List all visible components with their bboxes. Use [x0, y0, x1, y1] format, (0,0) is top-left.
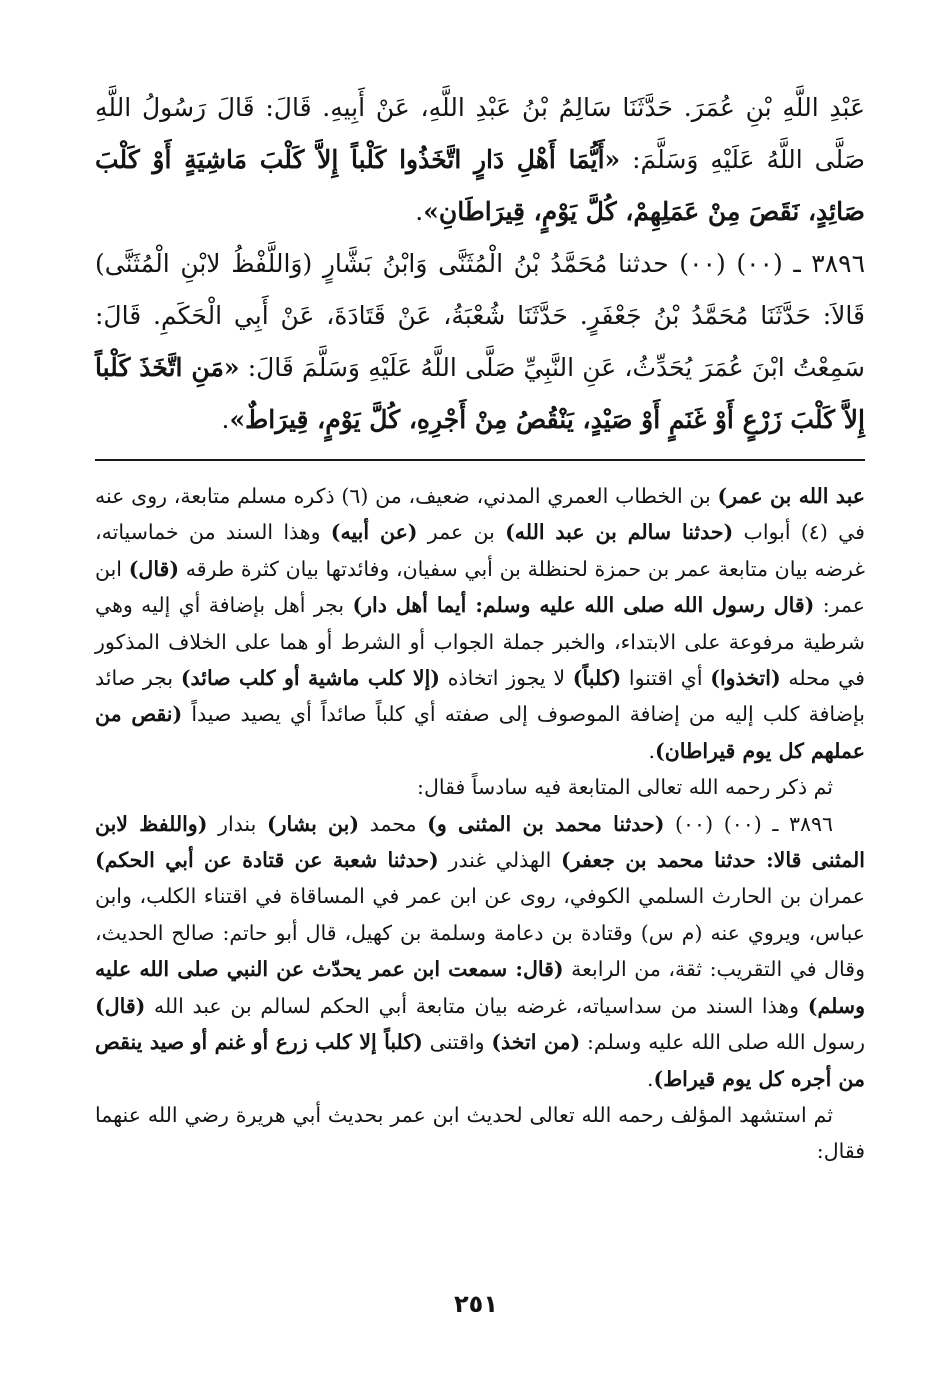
commentary-text: واقتنى	[422, 1030, 492, 1055]
hadith-3895-tail	[95, 82, 865, 238]
page-number: ٢٥١	[454, 1290, 498, 1318]
quoted-phrase: (كلباً إلا كلب زرع أو غنم أو صيد ينقص من أجره كل يوم قيراط)	[95, 1030, 865, 1091]
quoted-phrase: عبد الله بن عمر)	[717, 484, 865, 508]
quoted-phrase: (من اتخذ)	[491, 1030, 581, 1055]
main-hadith-text	[95, 82, 865, 446]
commentary-paragraph-1	[95, 478, 865, 769]
quoted-phrase: (اتخذوا)	[710, 666, 781, 691]
quoted-phrase: (قال)	[95, 993, 146, 1018]
commentary-text: ٣٨٩٦ ـ (٠٠) (٠٠)	[664, 811, 834, 836]
hadith-3896	[95, 238, 865, 446]
commentary-paragraph-3	[95, 806, 865, 1097]
commentary-text: بن عمر	[417, 520, 506, 545]
isnad-text: عَبْدِ اللَّهِ بْنِ عُمَرَ. حَدَّثَنَا سَالِمُ بْنُ عَبْدِ اللَّهِ، عَنْ أَبِيهِ. قَالَ: قَالَ رَسُولُ اللَّهِ صَلَّى اللَّهُ عَلَيْهِ وَسَلَّمَ:	[95, 93, 866, 174]
quoted-phrase: (قال: سمعت ابن عمر يحدّث عن النبي صلى الله عليه وسلم)	[95, 957, 865, 1018]
quoted-phrase: (نقص من عملهم كل يوم قيراطان)	[95, 702, 865, 763]
commentary-text: محمد	[359, 811, 428, 836]
matn-text: «أَيُّمَا أَهْلِ دَارٍ اتَّخَذُوا كَلْباً إِلاَّ كَلْبَ مَاشِيَةٍ أَوْ كَلْبَ صَائِدٍ، نَقَصَ مِنْ عَمَلِهِمْ، كُلَّ يَوْمٍ، قِيرَاطَانِ»	[95, 145, 865, 226]
quoted-phrase: (واللفظ لابن المثنى قالا: حدثنا محمد بن جعفر)	[95, 811, 865, 873]
commentary-text: وهذا السند من خماسياته، غرضه بيان متابعة عمر بن حمزة لحنظلة بن أبي سفيان، وفائدتها بيان كثرة طرقه	[95, 520, 865, 581]
commentary-paragraph-4: ثم استشهد المؤلف رحمه الله تعالى لحديث ابن عمر بحديث أبي هريرة رضي الله عنهما فقال:	[95, 1102, 865, 1164]
quoted-phrase: (كلباً)	[572, 666, 622, 691]
commentary-text: عمران بن الحارث السلمي الكوفي، روى عن ابن عمر في المساقاة في اقتناء الكلب، وابن عباس، ويروي عنه (م س) وقتادة بن دعامة وسلمة بن كهيل، قال أبو حاتم: صالح الحديث، وقال في التقريب: ثقة، من الرابعة	[95, 884, 865, 982]
quoted-phrase: (حدثنا شعبة عن قتادة عن أبي الحكم)	[95, 848, 439, 873]
commentary-text: بجر أهل بإضافة أي إليه وهي شرطية مرفوعة على الابتداء، والخبر جملة الجواب أو الشرط أو هما على الخلاف المذكور في محله	[95, 593, 865, 691]
commentary-text: الهذلي غندر	[438, 848, 562, 873]
commentary-section	[95, 478, 865, 1170]
quoted-phrase: (حدثنا محمد بن المثنى و)	[427, 811, 665, 836]
commentary-text: بندار	[207, 811, 267, 836]
quoted-phrase: (إلا كلب ماشية أو كلب صائد)	[180, 666, 440, 691]
commentary-text: بن الخطاب العمري المدني، ضعيف، من (٦) ذكره مسلم متابعة، روى عنه في (٤) أبواب	[95, 484, 865, 545]
commentary-text: لا يجوز اتخاذه	[440, 666, 573, 691]
punctuation: .	[646, 1066, 654, 1091]
punctuation: .	[648, 738, 656, 763]
commentary-text: ابن عمر:	[95, 556, 865, 618]
punctuation: .	[415, 197, 424, 226]
commentary-paragraph-2: ثم ذكر رحمه الله تعالى المتابعة فيه سادساً فقال:	[417, 775, 833, 800]
commentary-text: وهذا السند من سداسياته، غرضه بيان متابعة أبي الحكم لسالم بن عبد الله	[145, 993, 808, 1018]
quoted-phrase: (بن بشار)	[266, 811, 360, 836]
commentary-text: بجر صائد بإضافة كلب إليه من إضافة الموصوف إلى صفته أي كلباً صائداً أي يصيد صيداً	[95, 666, 865, 727]
punctuation: .	[221, 405, 230, 434]
quoted-phrase: (حدثنا سالم بن عبد الله)	[505, 520, 734, 545]
quoted-phrase: (عن أبيه)	[330, 520, 418, 545]
commentary-text: أي اقتنوا	[621, 666, 711, 691]
matn-text: «مَنِ اتَّخَذَ كَلْباً إِلاَّ كَلْبَ زَرْعٍ أَوْ غَنَمٍ أَوْ صَيْدٍ، يَنْقُصُ مِنْ أَجْرِهِ، كُلَّ يَوْمٍ، قِيرَاطٌ»	[95, 353, 865, 434]
quoted-phrase: (قال رسول الله صلى الله عليه وسلم: أيما أهل دار)	[352, 593, 815, 618]
isnad-text: ٣٨٩٦ ـ (٠٠) (٠٠) حدثنا مُحَمَّدُ بْنُ الْمُثَنَّى وَابْنُ بَشَّارٍ (وَاللَّفْظُ لابْنِ الْمُثَنَّى) قَالاَ: حَدَّثَنَا مُحَمَّدُ بْنُ جَعْفَرٍ. حَدَّثَنَا شُعْبَةُ، عَنْ قَتَادَةَ، عَنْ أَبِي الْحَكَمِ. قَالَ: سَمِعْتُ ابْنَ عُمَرَ يُحَدِّثُ، عَنِ النَّبِيِّ صَلَّى اللَّهُ عَلَيْهِ وَسَلَّمَ قَالَ:	[95, 249, 865, 382]
footnote-divider	[95, 459, 865, 461]
commentary-text: رسول الله صلى الله عليه وسلم:	[580, 1030, 865, 1055]
quoted-phrase: (قال)	[128, 556, 180, 581]
